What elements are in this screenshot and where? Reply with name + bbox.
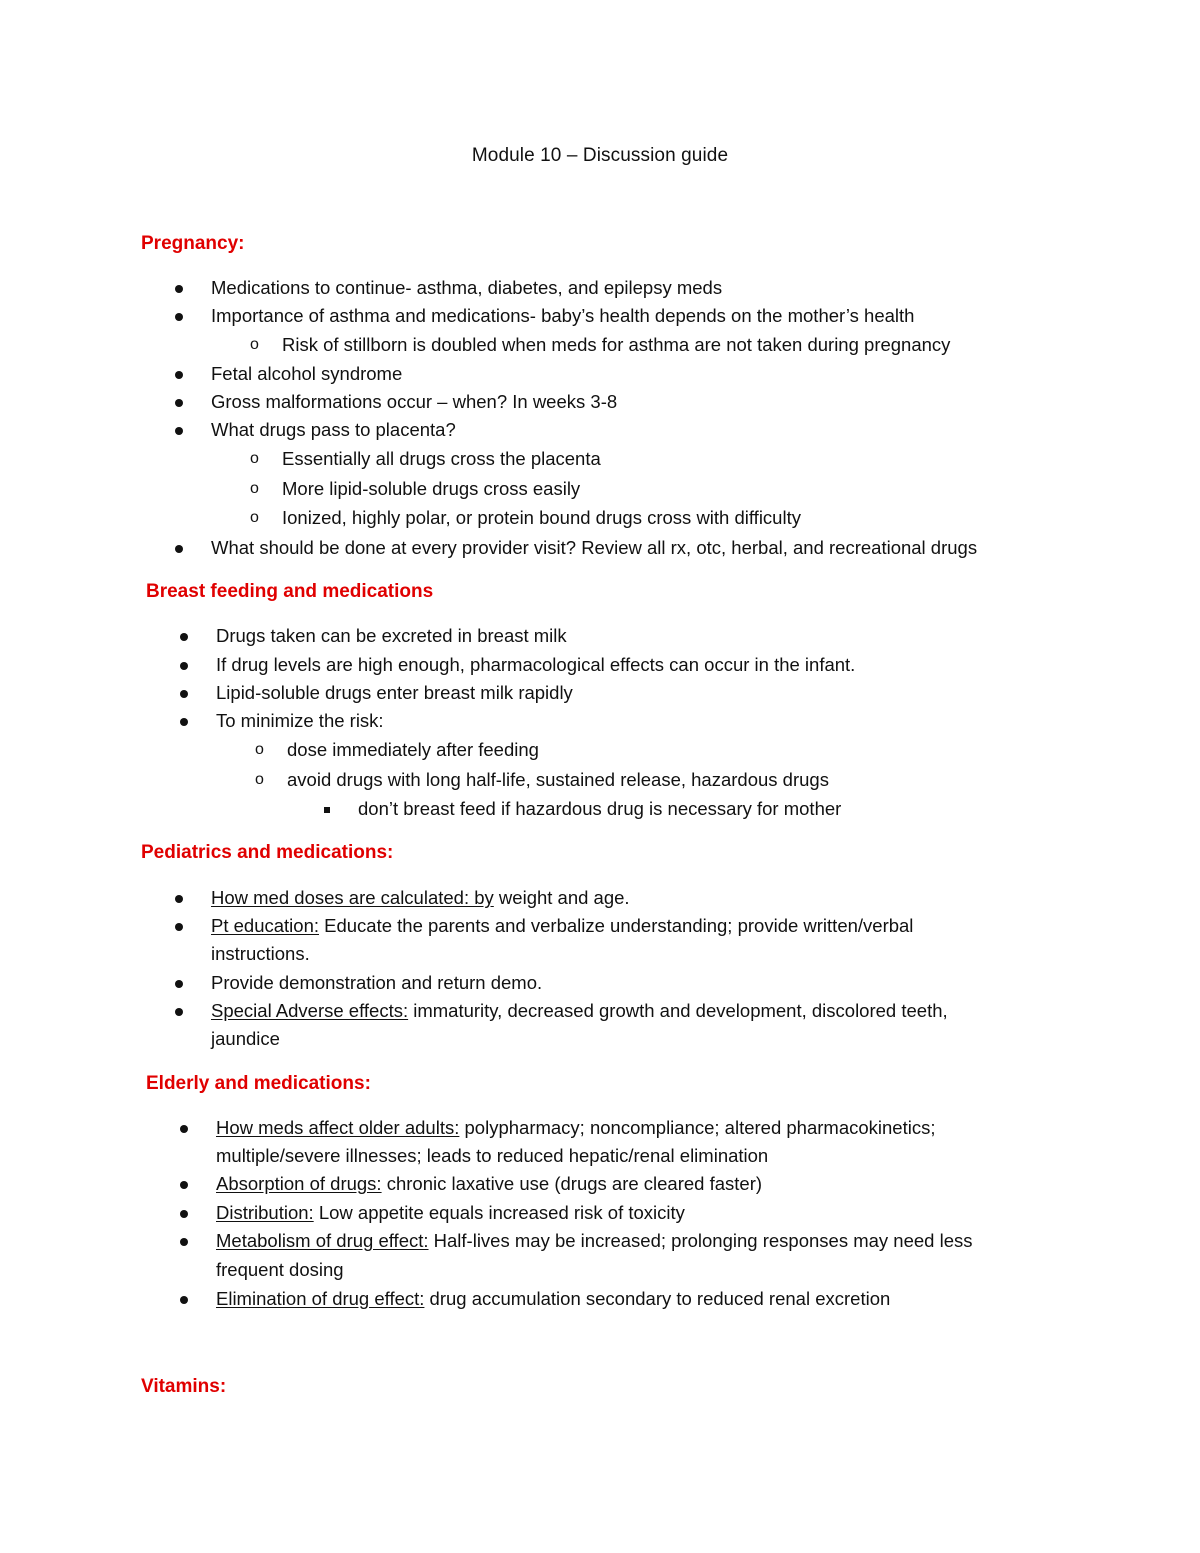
bullet-icon — [180, 1227, 188, 1255]
item-label: How med doses are calculated: by — [211, 887, 494, 908]
list-item — [216, 1199, 685, 1227]
bullet-icon — [175, 912, 183, 940]
bullet-icon — [180, 1285, 188, 1313]
list-item: Drugs taken can be excreted in breast milk — [216, 625, 567, 646]
item-text: Low appetite equals increased risk of toxicity — [313, 1202, 685, 1223]
item-label: How meds affect older adults: — [216, 1117, 460, 1138]
item-label: Absorption of drugs: — [216, 1173, 382, 1194]
bullet-icon — [175, 969, 183, 997]
bullet-icon — [175, 534, 183, 562]
bullet-icon — [175, 302, 183, 330]
list-subitem: Essentially all drugs cross the placenta — [282, 448, 601, 469]
list-item-continuation: instructions. — [211, 943, 310, 964]
list-item — [211, 884, 630, 912]
list-subitem: Ionized, highly polar, or protein bound drugs cross with difficulty — [282, 507, 801, 528]
circle-bullet-icon: o — [255, 741, 264, 758]
heading-pediatrics: Pediatrics and medications: — [141, 842, 394, 863]
list-item-continuation: frequent dosing — [216, 1259, 344, 1280]
bullet-icon — [175, 416, 183, 444]
heading-breastfeeding: Breast feeding and medications — [146, 581, 434, 602]
list-item: Lipid-soluble drugs enter breast milk rapidly — [216, 682, 573, 703]
bullet-icon — [180, 707, 188, 735]
circle-bullet-icon: o — [255, 771, 264, 788]
list-item — [216, 1170, 762, 1198]
list-item — [211, 997, 948, 1025]
item-text: Educate the parents and verbalize understanding; provide written/verbal — [319, 915, 914, 936]
item-text: polypharmacy; noncompliance; altered pharmacokinetics; — [459, 1117, 936, 1138]
bullet-icon — [180, 1170, 188, 1198]
list-subitem: Risk of stillborn is doubled when meds for asthma are not taken during pregnancy — [282, 334, 951, 355]
list-item-continuation: jaundice — [211, 1028, 280, 1049]
square-bullet-icon — [324, 795, 330, 823]
list-item — [216, 1285, 890, 1313]
circle-bullet-icon: o — [250, 509, 259, 526]
list-item-continuation: multiple/severe illnesses; leads to reduced hepatic/renal elimination — [216, 1145, 769, 1166]
item-label: Pt education: — [211, 915, 319, 936]
list-subitem: avoid drugs with long half-life, sustained release, hazardous drugs — [287, 769, 829, 790]
item-label: Special Adverse effects: — [211, 1000, 409, 1021]
bullet-icon — [180, 679, 188, 707]
list-item: Gross malformations occur – when? In weeks 3-8 — [211, 391, 618, 412]
list-subitem: More lipid-soluble drugs cross easily — [282, 478, 581, 499]
list-item — [216, 1227, 973, 1255]
item-label: Elimination of drug effect: — [216, 1288, 425, 1309]
item-text: weight and age. — [493, 887, 630, 908]
bullet-icon — [180, 1199, 188, 1227]
heading-pregnancy: Pregnancy: — [141, 233, 245, 254]
list-item: Provide demonstration and return demo. — [211, 972, 543, 993]
heading-elderly: Elderly and medications: — [146, 1073, 371, 1094]
list-item: What drugs pass to placenta? — [211, 419, 456, 440]
item-text: drug accumulation secondary to reduced renal excretion — [424, 1288, 891, 1309]
bullet-icon — [175, 274, 183, 302]
bullet-icon — [180, 651, 188, 679]
list-item — [211, 912, 913, 940]
bullet-icon — [180, 1114, 188, 1142]
item-label: Distribution: — [216, 1202, 314, 1223]
list-item: To minimize the risk: — [216, 710, 384, 731]
item-label: Metabolism of drug effect: — [216, 1230, 429, 1251]
list-item: Fetal alcohol syndrome — [211, 363, 403, 384]
document-title: Module 10 – Discussion guide — [471, 145, 729, 166]
bullet-icon — [180, 622, 188, 650]
circle-bullet-icon: o — [250, 336, 259, 353]
heading-vitamins: Vitamins: — [141, 1376, 227, 1397]
circle-bullet-icon: o — [250, 450, 259, 467]
item-text: chronic laxative use (drugs are cleared faster) — [381, 1173, 763, 1194]
list-item: If drug levels are high enough, pharmacological effects can occur in the infant. — [216, 654, 856, 675]
item-text: Half-lives may be increased; prolonging responses may need less — [428, 1230, 973, 1251]
bullet-icon — [175, 360, 183, 388]
item-text: immaturity, decreased growth and development, discolored teeth, — [408, 1000, 948, 1021]
bullet-icon — [175, 388, 183, 416]
list-item: Medications to continue- asthma, diabetes, and epilepsy meds — [211, 277, 723, 298]
bullet-icon — [175, 997, 183, 1025]
bullet-icon — [175, 884, 183, 912]
list-subsubitem: don’t breast feed if hazardous drug is necessary for mother — [358, 798, 842, 819]
list-item: What should be done at every provider visit? Review all rx, otc, herbal, and recreational drugs — [211, 537, 978, 558]
list-subitem: dose immediately after feeding — [287, 739, 539, 760]
circle-bullet-icon: o — [250, 480, 259, 497]
list-item — [216, 1114, 935, 1142]
list-item: Importance of asthma and medications- baby’s health depends on the mother’s health — [211, 305, 915, 326]
